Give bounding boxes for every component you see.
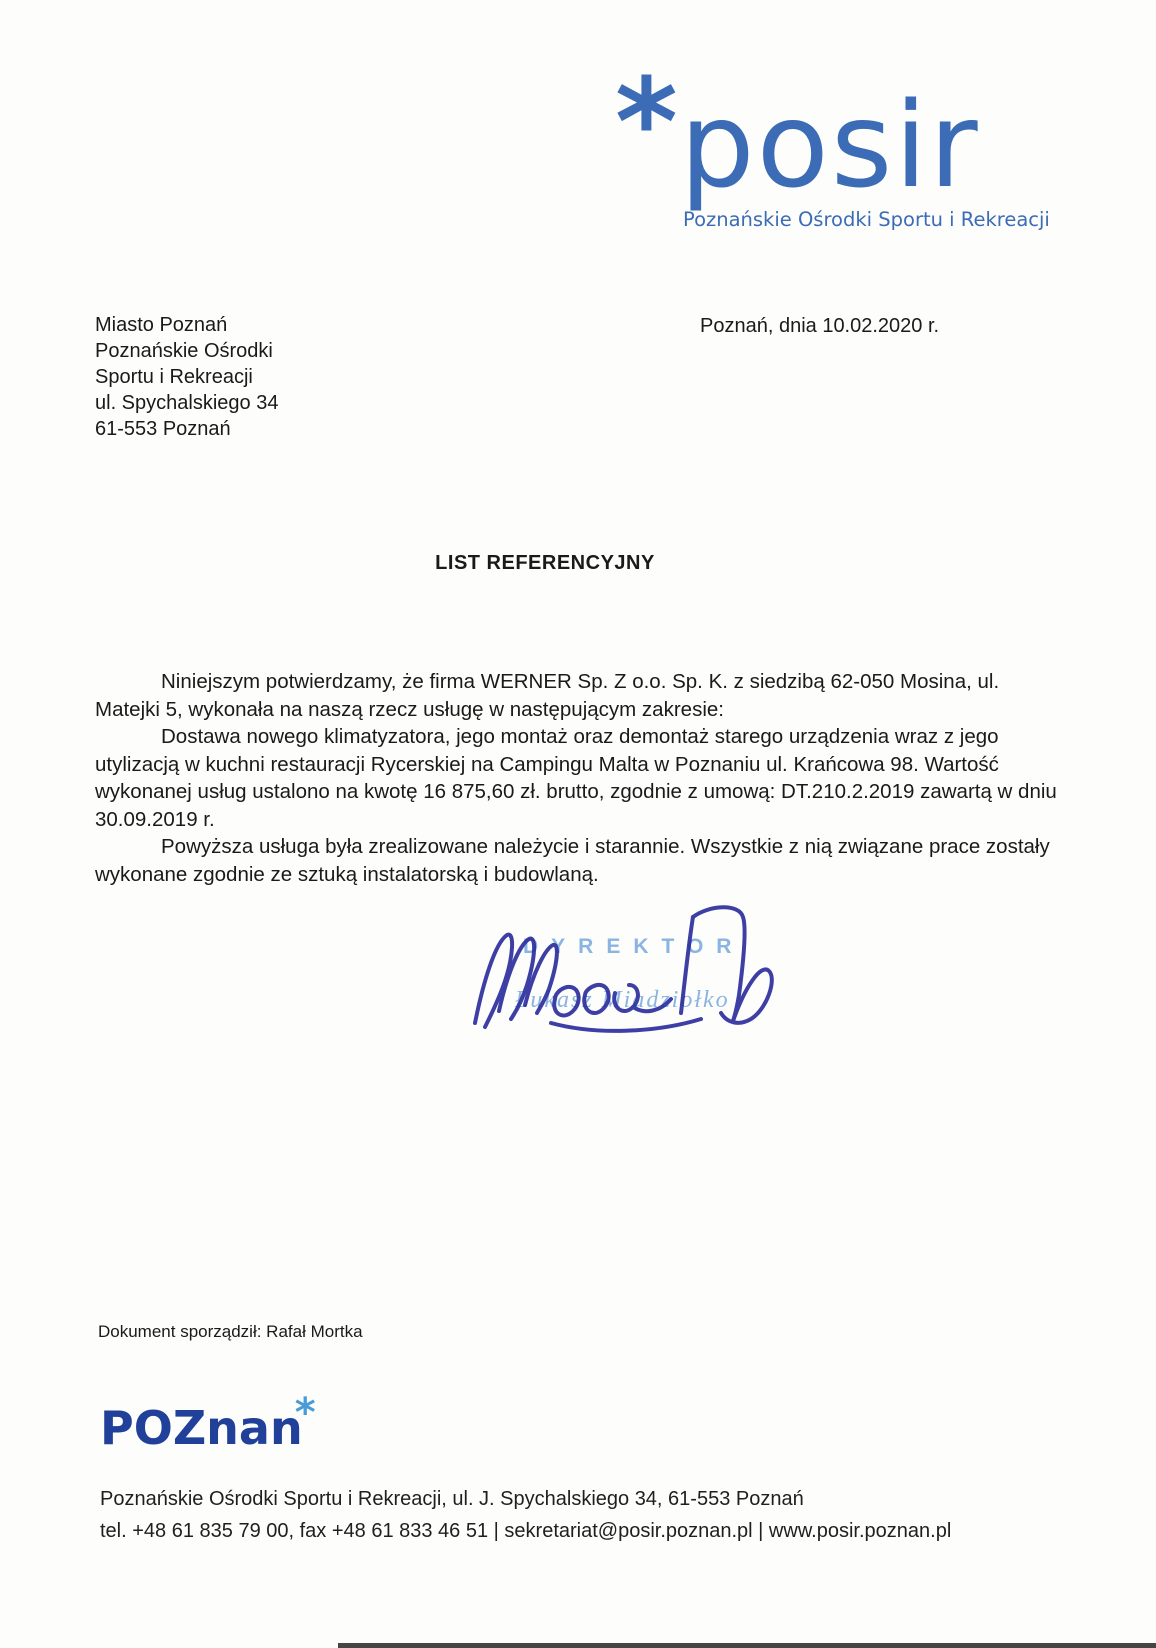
poznan-asterisk-icon: *: [294, 1390, 316, 1436]
body-paragraph: Niniejszym potwierdzamy, że firma WERNER Sp. Z o.o. Sp. K. z siedzibą 62-050 Mosina, ul. Matejki 5, wykonała na naszą rzecz usługę w następującym zakresie:: [95, 670, 1000, 721]
recipient-line: Poznańskie Ośrodki: [95, 340, 273, 362]
letter-body: [95, 668, 1063, 888]
director-stamp-name: Łukasz Miadziołko: [515, 987, 730, 1013]
footer-contact-line: tel. +48 61 835 79 00, fax +48 61 833 46 51 | sekretariat@posir.poznan.pl | www.posir.poznan.pl: [100, 1520, 952, 1542]
posir-logo-word: posir: [679, 76, 980, 214]
prepared-by-note: Dokument sporządził: Rafał Mortka: [98, 1322, 363, 1341]
recipient-line: ul. Spychalskiego 34: [95, 392, 279, 414]
posir-asterisk-icon: *: [615, 54, 678, 193]
poznan-city-logo: [100, 1390, 316, 1455]
recipient-line: 61-553 Poznań: [95, 418, 231, 440]
recipient-address-block: [95, 312, 278, 442]
footer-address-line: Poznańskie Ośrodki Sportu i Rekreacji, ul. J. Spychalskiego 34, 61-553 Poznań: [100, 1488, 804, 1510]
body-paragraph: Powyższa usługa była zrealizowane należycie i starannie. Wszystkie z nią związane prace zostały wykonane zgodnie ze sztuką instalatorską i budowlaną.: [95, 835, 1050, 886]
recipient-line: Miasto Poznań: [95, 314, 228, 336]
posir-logo: [615, 54, 1050, 232]
handwritten-signature: [455, 895, 795, 1045]
recipient-line: Sportu i Rekreacji: [95, 366, 253, 388]
document-title: LIST REFERENCYJNY: [435, 552, 655, 574]
signature-area: [455, 895, 795, 1045]
scan-edge-artifact: [338, 1643, 1156, 1648]
body-paragraph: Dostawa nowego klimatyzatora, jego montaż oraz demontaż starego urządzenia wraz z jego utylizacją w kuchni restauracji Rycerskiej na Campingu Malta w Poznaniu ul. Krańcowa 98. Wartość wykonanej usług ustalono na kwotę 16 875,60 zł. brutto, zgodnie z umową: DT.210.2.2019 zawartą w dniu 30.09.2019 r.: [95, 725, 1057, 831]
director-stamp-role: DYREKTOR: [523, 935, 745, 958]
poznan-logo-word: POZnan: [100, 1401, 303, 1455]
posir-logo-tagline: Poznańskie Ośrodki Sportu i Rekreacji: [683, 208, 1050, 232]
footer-contact-block: [100, 1483, 1060, 1547]
place-and-date: Poznań, dnia 10.02.2020 r.: [700, 315, 940, 337]
